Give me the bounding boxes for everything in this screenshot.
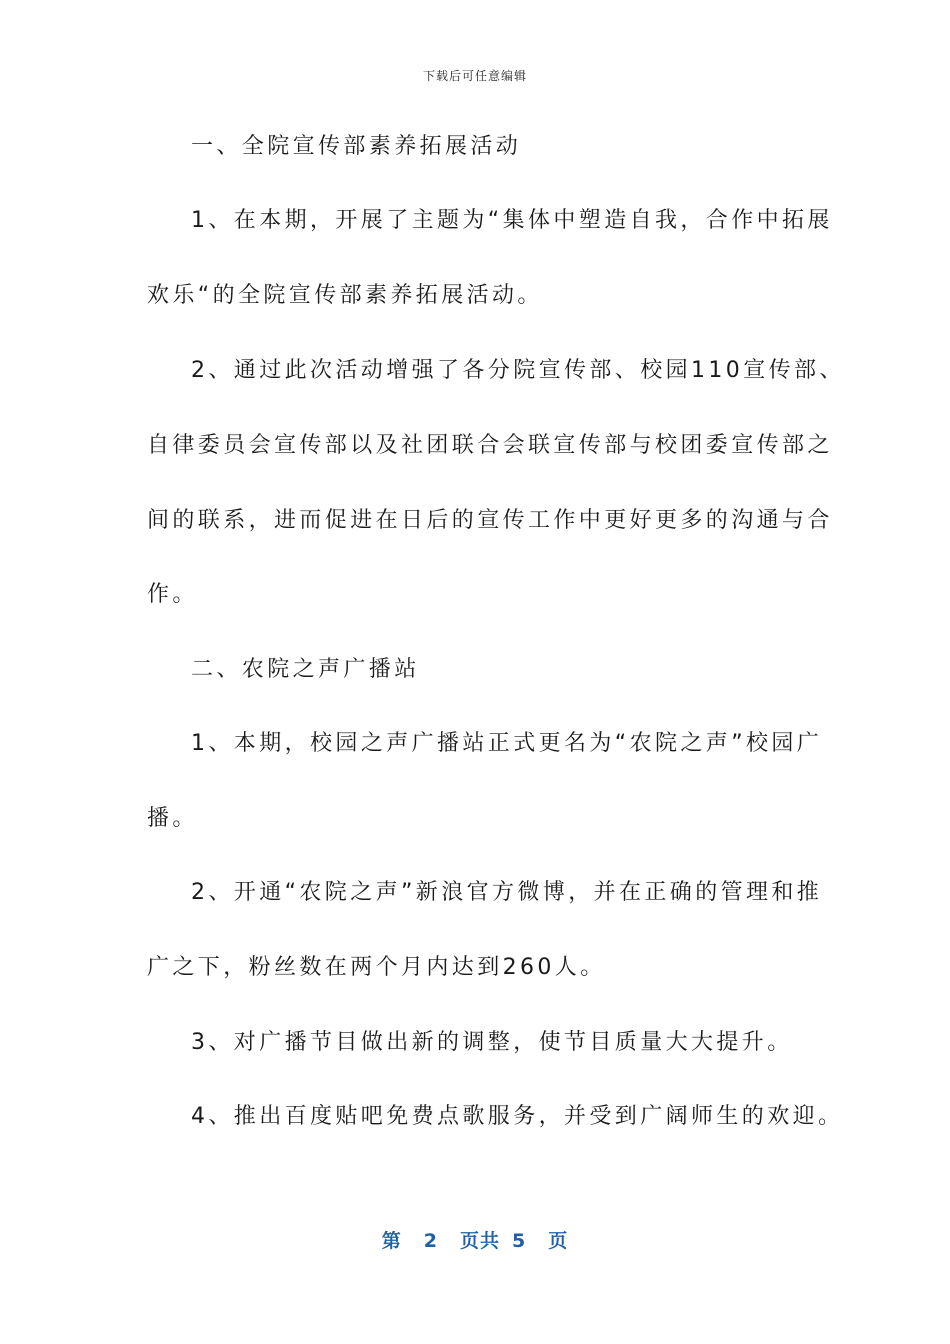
paragraph-line: 广之下，粉丝数在两个月内达到260人。 bbox=[147, 955, 606, 980]
paragraph-line: 间的联系，进而促进在日后的宣传工作中更好更多的沟通与合 bbox=[147, 508, 833, 533]
paragraph-line: 1、在本期，开展了主题为“集体中塑造自我，合作中拓展 bbox=[191, 208, 833, 233]
footer-suffix: 页 bbox=[548, 1230, 569, 1252]
footer-total-pages: 5 bbox=[512, 1230, 527, 1252]
paragraph-line: 4、推出百度贴吧免费点歌服务，并受到广阔师生的欢迎。 bbox=[191, 1104, 844, 1129]
paragraph-line: 1、本期，校园之声广播站正式更名为“农院之声”校园广 bbox=[191, 731, 823, 756]
paragraph-line: 2、开通“农院之声”新浪官方微博，并在正确的管理和推 bbox=[191, 880, 823, 905]
paragraph-line: 2、通过此次活动增强了各分院宣传部、校园110宣传部、 bbox=[191, 358, 845, 383]
page-footer bbox=[0, 1226, 950, 1253]
paragraph-line: 播。 bbox=[147, 806, 198, 831]
footer-prefix: 第 bbox=[381, 1230, 402, 1252]
page-header: 下载后可任意编辑 bbox=[422, 69, 527, 83]
footer-page-number: 2 bbox=[423, 1230, 438, 1252]
footer-middle: 页共 bbox=[459, 1230, 500, 1252]
paragraph-line: 欢乐“的全院宣传部素养拓展活动。 bbox=[147, 283, 543, 308]
section-heading-2: 二、农院之声广播站 bbox=[191, 657, 420, 682]
paragraph-line: 3、对广播节目做出新的调整，使节目质量大大提升。 bbox=[191, 1030, 793, 1055]
paragraph-line: 自律委员会宣传部以及社团联合会联宣传部与校团委宣传部之 bbox=[147, 433, 833, 458]
paragraph-line: 作。 bbox=[147, 582, 198, 607]
section-heading-1: 一、全院宣传部素养拓展活动 bbox=[191, 134, 522, 159]
